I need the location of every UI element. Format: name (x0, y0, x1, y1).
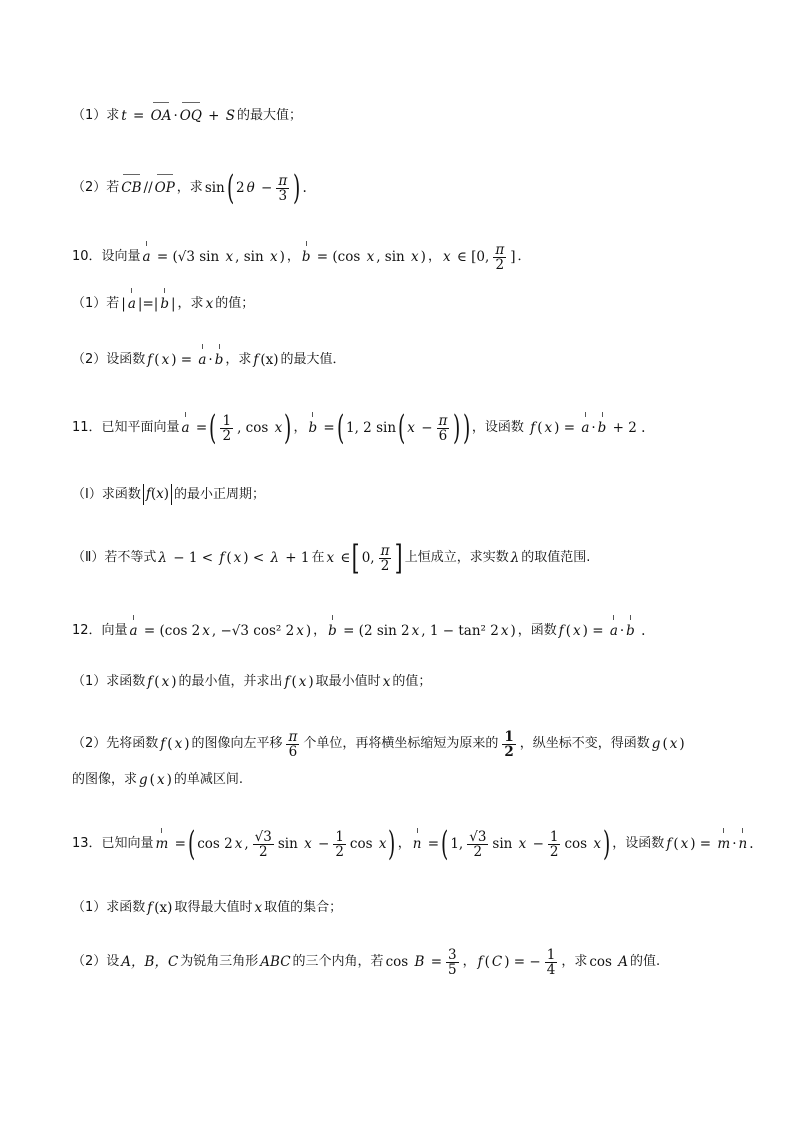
formula: t (121, 108, 127, 124)
vector-oq: OQ (179, 108, 202, 124)
vector-op: OP (154, 180, 175, 196)
q9-part1-prefix: （1）求 (72, 108, 120, 123)
question-10: 10．设向量 a = (√3 sin x , sin x ) ， b = (cos x , sin x ) ， x ∈ [0, $\frac{\pi}{2}$ ] ． (72, 241, 531, 273)
question-13-part1: （1）求函数 f (x) 取得最大值时 x 取值的集合； (72, 900, 343, 916)
question-12-part1: （1）求函数 f ( x ) 的最小值，并求出 f ( x ) 取最小值时 x 的值； (72, 674, 432, 690)
question-12-part2: （2）先将函数 f ( x ) 的图像向左平移 $\frac{\pi}{6}$ 个单位，再将横坐标缩短为原来的 $\frac{1}{2}$ ，纵坐标不变，得函数 g ( x ) (72, 728, 685, 760)
q9-part2-prefix: （2）若 (72, 180, 120, 195)
question-11-part1: （Ⅰ）求函数 f(x) 的最小正周期； (72, 484, 734, 505)
question-11-part2: （Ⅱ）若不等式 λ − 1 < f ( x ) < λ + 1 在 x ∈ [ 0, $\frac{\pi}{2}$ ] 上恒成立，求实数 λ 的取值范围. (72, 538, 591, 578)
question-13: 13．已知向量 m = ( cos 2 x , $\frac{√3}{2}$ sin x − $\frac{1}{2}$ cos x ) ， n = ( 1, $\frac{√3}{2}$ sin x − $\frac{1}{2}$ cos x ) ，设函数 f ( x ) = m · n . (72, 824, 754, 864)
question-12: 12．向量 a = (cos 2 x , −√3 cos² 2 x ) ， b = (2 sin 2 x , 1 − tan² 2 x ) ，函数 f ( x ) = a · b . (72, 623, 646, 639)
q9-part1-suffix: 的最大值； (237, 108, 303, 123)
question-10-part1: （1）若 | a |=| b | ，求 x 的值； (72, 296, 255, 312)
question-12-part2-cont: 的图像，求 g ( x ) 的单减区间. (72, 772, 243, 788)
q9-part1: （1）求 t = OA · OQ + S 的最大值； (72, 108, 303, 124)
vector-cb: CB (121, 180, 142, 196)
q9-part2-mid: ，求 (176, 180, 203, 195)
vector-oa: OA (150, 108, 172, 124)
question-13-part2: （2）设 A，B，C 为锐角三角形 ABC 的三个内角，若 cos B = $\frac{3}{5}$ ， f ( C ) = − $\frac{1}{4}$ ，求 cos A 的值. (72, 946, 661, 978)
q10-number: 10．设向量 (72, 249, 141, 264)
q9-part2: （2）若 CB // OP ，求 sin ( 2 θ − $\frac{\pi}{3}$ ) . (72, 168, 307, 208)
question-10-part2: （2）设函数 f ( x ) = a · b ，求 f (x) 的最大值． (72, 352, 346, 368)
question-11: 11．已知平面向量 a = ( $\frac{1}{2}$ , cos x ) ， b = ( 1, 2 sin ( x − $\frac{\pi}{6}$ ) ) ，设函数 f ( x ) = a · b + 2 . (72, 408, 646, 448)
